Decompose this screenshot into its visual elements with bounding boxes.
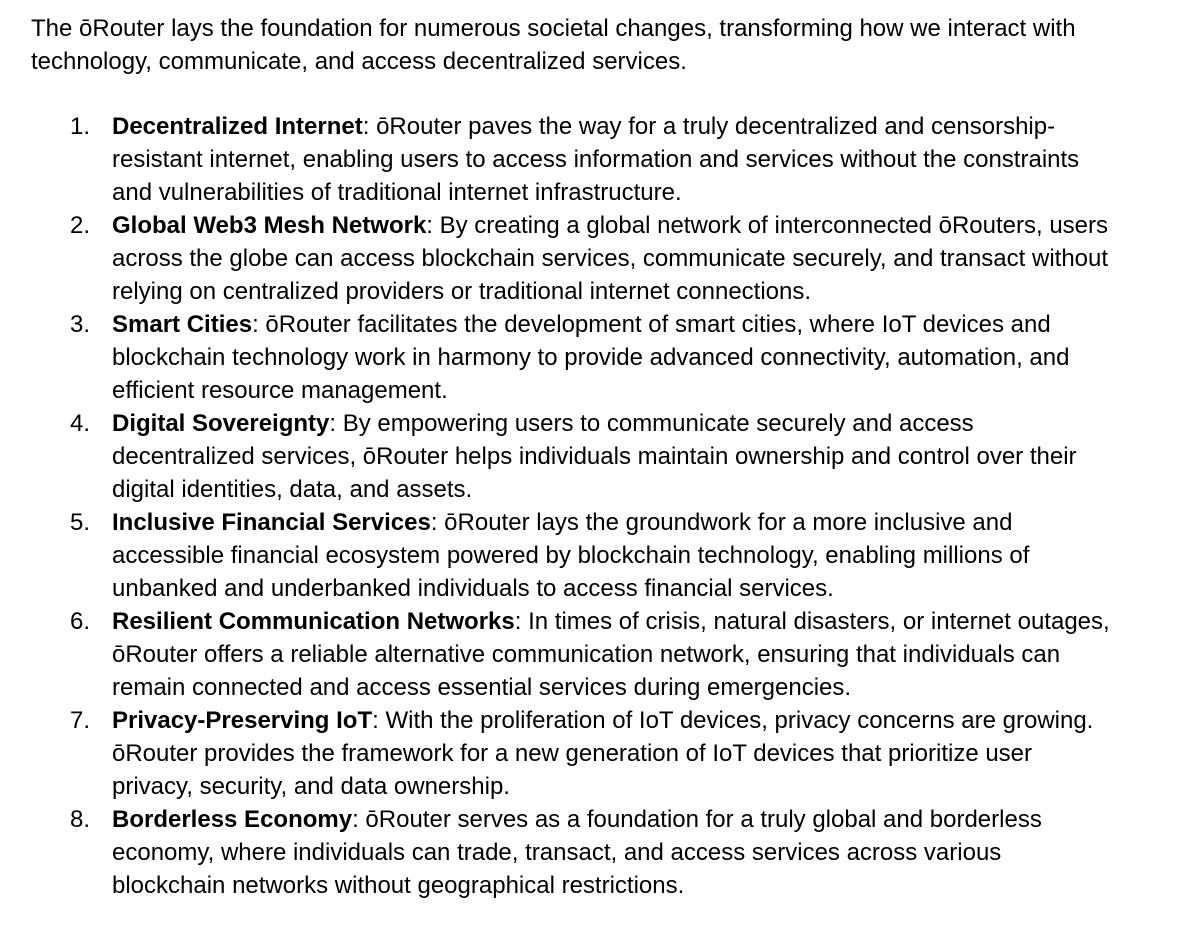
list-item-term: Smart Cities <box>112 311 253 338</box>
list-item-text: : ōRouter paves the way for a truly decentralized and censorship-resistant internet, enabling users to access information and services without the constraints and vulnerabilities of traditional internet infrastructure. <box>112 113 1080 206</box>
list-number: 6. <box>70 608 91 635</box>
intro-paragraph: The ōRouter lays the foundation for numerous societal changes, transforming how we interact with technology, communicate, and access decentralized services. <box>31 15 1076 75</box>
list-item-decentralized-internet <box>31 110 1112 209</box>
list-item-term: Borderless Economy <box>112 806 353 833</box>
list-item-term: Privacy-Preserving IoT <box>112 707 373 734</box>
list-item-text: : ōRouter lays the groundwork for a more inclusive and accessible financial ecosystem powered by blockchain technology, enabling millions of unbanked and underbanked individuals to access financial services. <box>112 509 1030 602</box>
list-number: 3. <box>70 311 91 338</box>
list-number: 8. <box>70 806 91 833</box>
list-item-digital-sovereignty <box>31 407 1112 506</box>
list-item-term: Global Web3 Mesh Network <box>112 212 427 239</box>
list-number: 4. <box>70 410 91 437</box>
list-item-smart-cities <box>31 308 1112 407</box>
list-item-global-web3-mesh-network <box>31 209 1112 308</box>
list-item-resilient-communication-networks <box>31 605 1112 704</box>
numbered-list <box>31 110 1200 902</box>
list-item-text: : With the proliferation of IoT devices, privacy concerns are growing. ōRouter provides the framework for a new generation of IoT devices that prioritize user privacy, security, and data ownership. <box>112 707 1094 800</box>
list-item-term: Digital Sovereignty <box>112 410 330 437</box>
list-item-text: : ōRouter serves as a foundation for a truly global and borderless economy, where individuals can trade, transact, and access services across various blockchain networks without geographical restrictions. <box>112 806 1042 899</box>
list-item-text: : In times of crisis, natural disasters, or internet outages, ōRouter offers a reliable alternative communication network, ensuring that individuals can remain connected and access essential services during emergencies. <box>112 608 1110 701</box>
list-item-text: : By empowering users to communicate securely and access decentralized services, ōRouter helps individuals maintain ownership and control over their digital identities, data, and assets. <box>112 410 1077 503</box>
list-number: 7. <box>70 707 91 734</box>
list-number: 1. <box>70 113 91 140</box>
list-item-term: Resilient Communication Networks <box>112 608 515 635</box>
list-item-term: Decentralized Internet <box>112 113 363 140</box>
list-item-privacy-preserving-iot <box>31 704 1112 803</box>
list-item-borderless-economy <box>31 803 1112 902</box>
list-item-inclusive-financial-services <box>31 506 1112 605</box>
list-item-text: : By creating a global network of interconnected ōRouters, users across the globe can access blockchain services, communicate securely, and transact without relying on centralized providers or traditional internet connections. <box>112 212 1109 305</box>
list-item-term: Inclusive Financial Services <box>112 509 431 536</box>
list-item-text: : ōRouter facilitates the development of smart cities, where IoT devices and blockchain technology work in harmony to provide advanced connectivity, automation, and efficient resource management. <box>112 311 1070 404</box>
list-number: 5. <box>70 509 91 536</box>
list-number: 2. <box>70 212 91 239</box>
